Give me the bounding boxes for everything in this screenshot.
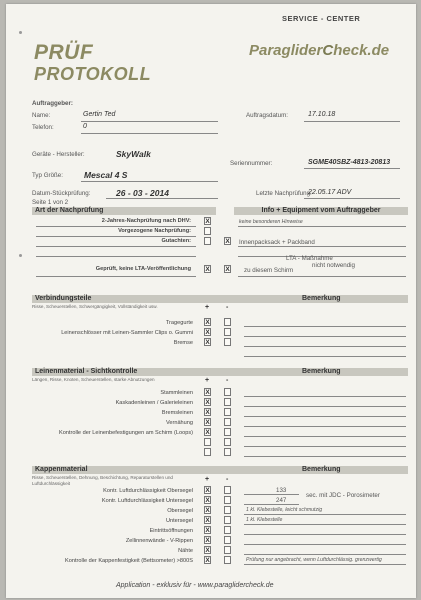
- checkbox-line-loops-minus[interactable]: [224, 428, 231, 436]
- order-date-label: Auftragsdatum:: [246, 112, 288, 119]
- checkbox-cascades-minus[interactable]: [224, 398, 231, 406]
- strength-note: Prüfung nur angebracht, wenn Luftdurchlässig. grenzwertig: [246, 557, 382, 563]
- row-ribs: Zellinnenwände - V-Rippen: [125, 538, 193, 544]
- checkbox-brakes[interactable]: X: [205, 339, 210, 346]
- plus-label: +: [205, 377, 210, 384]
- row-bottom-sail: Untersegel: [165, 518, 193, 524]
- checkbox-stitching-minus[interactable]: [224, 418, 231, 426]
- check-type-early: Vorgezogene Nachprüfung:: [118, 228, 191, 234]
- footer-text: Application - exklusiv für - www.paraglidercheck.de: [116, 582, 274, 589]
- check-type-2year: 2-Jahres-Nachprüfung nach DHV:: [101, 218, 191, 224]
- row-porosity-bottom: Kontr. Luftdurchlässigkeit Untersegel: [101, 498, 193, 504]
- type-size-value: Mescal 4 S: [84, 170, 128, 180]
- lines-subtitle: Längen, Risse, Knoten, Scheuerstellen, starke Abnutzungen: [32, 377, 155, 382]
- checkbox-ribs[interactable]: X: [205, 537, 210, 544]
- checkbox-2year[interactable]: X: [205, 218, 210, 225]
- checkbox-bottom-sail[interactable]: X: [205, 517, 210, 524]
- last-check-value: 22.05.17 ADV: [308, 189, 352, 196]
- check-date-value: 26 - 03 - 2014: [116, 188, 169, 198]
- minus-label: -: [226, 377, 229, 384]
- checkbox-brake-lines-minus[interactable]: [224, 408, 231, 416]
- checkbox-ribs-minus[interactable]: [224, 536, 231, 544]
- section-lines-heading: Leinenmaterial - Sichtkontrolle Bemerkung: [32, 368, 408, 376]
- punch-hole: [19, 31, 22, 34]
- name-value: Gertin Ted: [83, 111, 116, 118]
- section-info-heading: Info + Equipment vom Auftraggeber: [234, 207, 408, 215]
- checkbox-stitching[interactable]: X: [205, 419, 210, 426]
- row-strength: Kontrolle der Kappenfestigkeit (Bettsometer) >800S: [65, 558, 193, 564]
- checkbox-line-locks-minus[interactable]: [224, 328, 231, 336]
- checkbox-inner-bag[interactable]: X: [225, 238, 230, 245]
- plus-label: +: [205, 304, 210, 311]
- checkbox-bottom-sail-minus[interactable]: [224, 516, 231, 524]
- porosity-bottom-value: 247: [276, 497, 287, 504]
- connectors-subtitle: Risse, Scheuerstellen, Schwergängigkeit, Vollständigkeit usw.: [32, 304, 158, 309]
- row-brake-lines: Bremsleinen: [161, 410, 193, 416]
- row-main-lines: Stammleinen: [160, 390, 193, 396]
- checkbox-porosity-bottom[interactable]: X: [205, 497, 210, 504]
- row-porosity-top: Kontr. Luftdurchlässigkeit Obersegel: [103, 488, 193, 494]
- lta-note-2: zu diesem Schirm: [244, 267, 294, 274]
- checkbox-top-sail-minus[interactable]: [224, 506, 231, 514]
- punch-hole: [19, 254, 22, 257]
- row-inlets: Eintrittsöffnungen: [149, 528, 193, 534]
- checkbox-porosity-top[interactable]: X: [205, 487, 210, 494]
- serial-label: Seriennummer:: [230, 160, 273, 167]
- checkbox-porosity-top-minus[interactable]: [224, 486, 231, 494]
- checkbox-empty-2[interactable]: [204, 448, 211, 456]
- row-seams: Nähte: [178, 548, 193, 554]
- row-stitching: Vernähung: [165, 420, 193, 426]
- bottom-sail-note: 1 kl. Klebestelle: [246, 517, 283, 523]
- section-type-heading: Art der Nachprüfung: [32, 207, 216, 215]
- protocol-sheet: [6, 4, 416, 598]
- row-line-loops: Kontrolle der Leinenbefestigungen am Schirm (Loops): [58, 430, 193, 436]
- checkbox-seams-minus[interactable]: [224, 546, 231, 554]
- row-risers: Tragegurte: [165, 320, 193, 326]
- minus-label: -: [226, 476, 229, 483]
- checkbox-strength-minus[interactable]: [224, 556, 231, 564]
- top-sail-note: 1 kl. Klebestelle, leicht schmutzig: [246, 507, 323, 513]
- check-type-no-lta: Geprüft, keine LTA-Veröffentlichung: [95, 266, 191, 272]
- porosity-top-value: 133: [276, 487, 287, 494]
- checkbox-main-lines[interactable]: X: [205, 389, 210, 396]
- check-date-label: Datum-Stückprüfung:: [32, 190, 91, 197]
- phone-label: Telefon:: [32, 124, 54, 131]
- checkbox-empty-1-minus[interactable]: [224, 438, 231, 446]
- lta-note-3: nicht notwendig: [312, 262, 355, 269]
- plus-label: +: [205, 476, 210, 483]
- canopy-subtitle: Risse, Scheuerstellen, Dehnung, Beschichtung, Reparaturstellen und Luftdurchlässigkeit: [32, 475, 173, 486]
- porosity-method: sec. mit JDC - Porosimeter: [306, 492, 380, 499]
- brand-logo: ParagliderCheck.de: [249, 42, 390, 59]
- manufacturer-label: Geräte - Hersteller:: [32, 151, 85, 158]
- phone-value: 0: [83, 123, 87, 130]
- checkbox-expert[interactable]: [204, 237, 211, 245]
- serial-value: SGME40SBZ-4813-20813: [308, 159, 391, 166]
- row-line-locks: Leinenschlösser mit Leinen-Sammler Clips o. Gummi: [61, 330, 193, 336]
- row-top-sail: Obersegel: [167, 508, 193, 514]
- checkbox-brakes-minus[interactable]: [224, 338, 231, 346]
- manufacturer-value: SkyWalk: [116, 149, 151, 159]
- checkbox-empty-2-minus[interactable]: [224, 448, 231, 456]
- checkbox-cascades[interactable]: X: [205, 399, 210, 406]
- last-check-label: Letzte Nachprüfung:: [256, 190, 312, 197]
- title-line-1: PRÜF: [34, 41, 94, 64]
- checkbox-inlets[interactable]: X: [205, 527, 210, 534]
- info-note-2: Innenpacksack + Packband: [239, 239, 315, 246]
- row-cascades: Kaskadenleinen / Galerieleinen: [115, 400, 193, 406]
- checkbox-main-lines-minus[interactable]: [224, 388, 231, 396]
- section-connectors-heading: Verbindungsteile Bemerkung: [32, 295, 408, 303]
- checkbox-no-lta[interactable]: X: [205, 266, 210, 273]
- checkbox-top-sail[interactable]: X: [205, 507, 210, 514]
- checkbox-lta[interactable]: X: [225, 266, 230, 273]
- checkbox-line-loops[interactable]: X: [205, 429, 210, 436]
- lta-note-1: LTA - Maßnahme: [286, 255, 333, 262]
- checkbox-strength[interactable]: X: [205, 557, 210, 564]
- page-indicator: Seite 1 von 2: [32, 199, 69, 206]
- checkbox-inlets-minus[interactable]: [224, 526, 231, 534]
- client-heading: Auftraggeber:: [32, 100, 73, 107]
- order-date-value: 17.10.18: [308, 111, 336, 118]
- check-type-expert: Gutachten:: [161, 238, 191, 244]
- name-label: Name:: [32, 112, 51, 119]
- checkbox-porosity-bottom-minus[interactable]: [224, 496, 231, 504]
- minus-label: -: [226, 304, 229, 311]
- checkbox-early[interactable]: [204, 227, 211, 235]
- checkbox-risers[interactable]: X: [205, 319, 210, 326]
- info-note-1: keine besonderen Hinweise: [239, 219, 303, 225]
- checkbox-seams[interactable]: X: [205, 547, 210, 554]
- checkbox-empty-1[interactable]: [204, 438, 211, 446]
- row-brakes: Bremse: [173, 340, 193, 346]
- section-canopy-heading: Kappenmaterial Bemerkung: [32, 466, 408, 474]
- checkbox-brake-lines[interactable]: X: [205, 409, 210, 416]
- checkbox-line-locks[interactable]: X: [205, 329, 210, 336]
- checkbox-risers-minus[interactable]: [224, 318, 231, 326]
- type-size-label: Typ Größe:: [32, 172, 63, 179]
- service-center-label: SERVICE - CENTER: [282, 14, 361, 23]
- title-line-2: PROTOKOLL: [34, 64, 152, 84]
